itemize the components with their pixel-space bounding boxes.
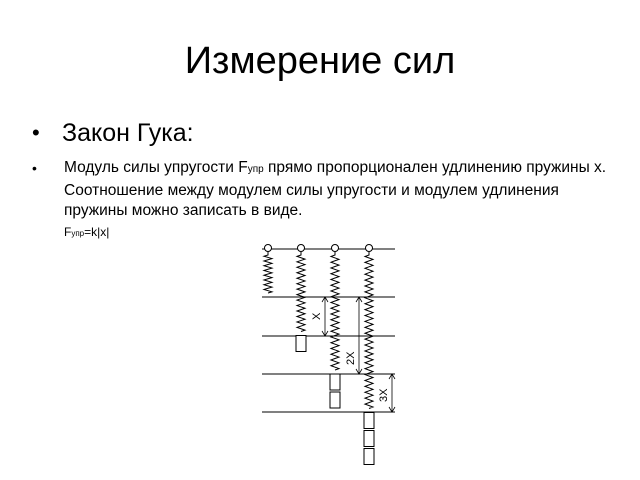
spring-coil [297, 251, 305, 332]
formula-rest: =k|x| [84, 224, 110, 239]
formula-f: F [64, 224, 72, 239]
weight [364, 449, 374, 465]
spring-coil [264, 251, 272, 293]
spring-4 [364, 245, 374, 465]
weight [330, 374, 340, 390]
slide-title: Измерение сил [184, 40, 456, 82]
label-x: X [311, 312, 323, 320]
bullet-dot: • [32, 120, 40, 145]
weight [330, 392, 340, 408]
weight [364, 413, 374, 429]
spring-hook [298, 245, 305, 252]
weight [364, 431, 374, 447]
spring-hook [265, 245, 272, 252]
bullet-dot: • [32, 160, 37, 176]
spring-1 [264, 245, 272, 294]
description-part1: Модуль силы упругости F [64, 159, 248, 176]
spring-coil [365, 251, 373, 409]
description-subscript: упр [247, 164, 264, 175]
bullet-hooke-law-text: Закон Гука: [62, 119, 194, 147]
description-part2: прямо пропорционален удлинению пружины x. Соотношение между модулем силы упругости и модулем удлинения пружины можно записать в виде. [64, 159, 607, 219]
spring-3 [330, 245, 340, 409]
spring-coil [331, 251, 339, 370]
spring-2 [296, 245, 306, 352]
label-2x: 2X [345, 351, 357, 365]
weight [296, 336, 306, 352]
label-3x: 3X [378, 388, 390, 402]
spring-hook [366, 245, 373, 252]
formula-subscript: упр [71, 228, 85, 238]
spring-hook [332, 245, 339, 252]
